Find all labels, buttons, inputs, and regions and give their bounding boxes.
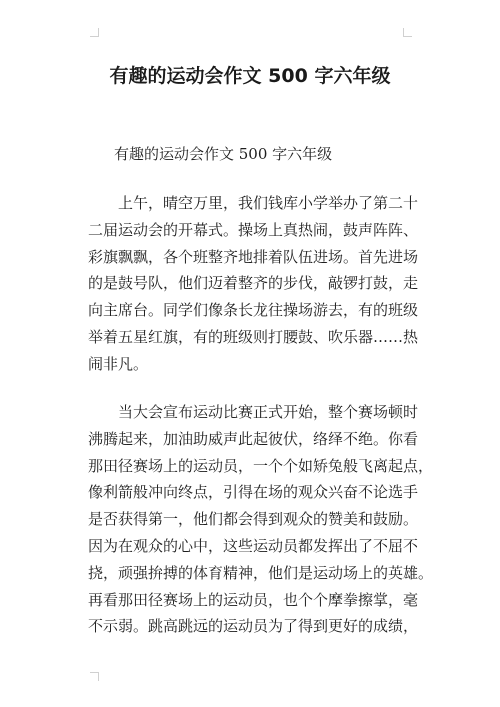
paragraph-line: 当大会宣布运动比赛正式开始，整个赛场顿时 — [118, 403, 419, 421]
document-title: 有趣的运动会作文 500 字六年级 — [109, 65, 391, 87]
page-corner-mark-top-left — [90, 28, 99, 37]
paragraph-line: 那田径赛场上的运动员，一个个如矫兔般飞离起点， — [88, 456, 434, 475]
paragraph-line: 是否获得第一，他们都会得到观众的赞美和鼓励。 — [88, 510, 419, 529]
paragraph-line: 上午，晴空万里，我们钱库小学举办了第二十 — [118, 194, 419, 212]
paragraph-line: 像利箭般冲向终点，引得在场的观众兴奋不论选手 — [88, 483, 419, 502]
paragraph-line: 再看那田径赛场上的运动员，也个个摩拳擦掌，毫 — [88, 590, 419, 609]
paragraph-line: 挠，顽强拚搏的体育精神，他们是运动场上的英雄。 — [88, 563, 434, 582]
paragraph-2 — [88, 399, 434, 640]
page-corner-mark-bottom-left — [90, 672, 99, 681]
paragraph-line: 举着五星红旗，有的班级则打腰鼓、吹乐器……热 — [88, 327, 419, 346]
paragraph-line: 不示弱。跳高跳远的运动员为了得到更好的成绩， — [88, 617, 419, 636]
paragraph-line: 因为在观众的心中，这些运动员都发挥出了不屈不 — [88, 536, 419, 555]
paragraph-line: 向主席台。同学们像条长龙往操场游去，有的班级 — [88, 301, 419, 320]
paragraph-line: 沸腾起来，加油助威声此起彼伏，络绎不绝。你看 — [88, 429, 419, 448]
paragraph-line: 二届运动会的开幕式。操场上真热闹，鼓声阵阵、 — [88, 220, 419, 239]
paragraph-line: 的是鼓号队，他们迈着整齐的步伐，敲锣打鼓，走 — [88, 274, 419, 293]
document-subtitle: 有趣的运动会作文 500 字六年级 — [114, 145, 333, 163]
paragraph-line: 彩旗飘飘，各个班整齐地排着队伍进场。首先进场 — [88, 247, 419, 266]
page-corner-mark-top-right — [403, 28, 412, 37]
paragraph-1 — [88, 190, 419, 378]
paragraph-line: 闹非凡。 — [88, 354, 149, 373]
